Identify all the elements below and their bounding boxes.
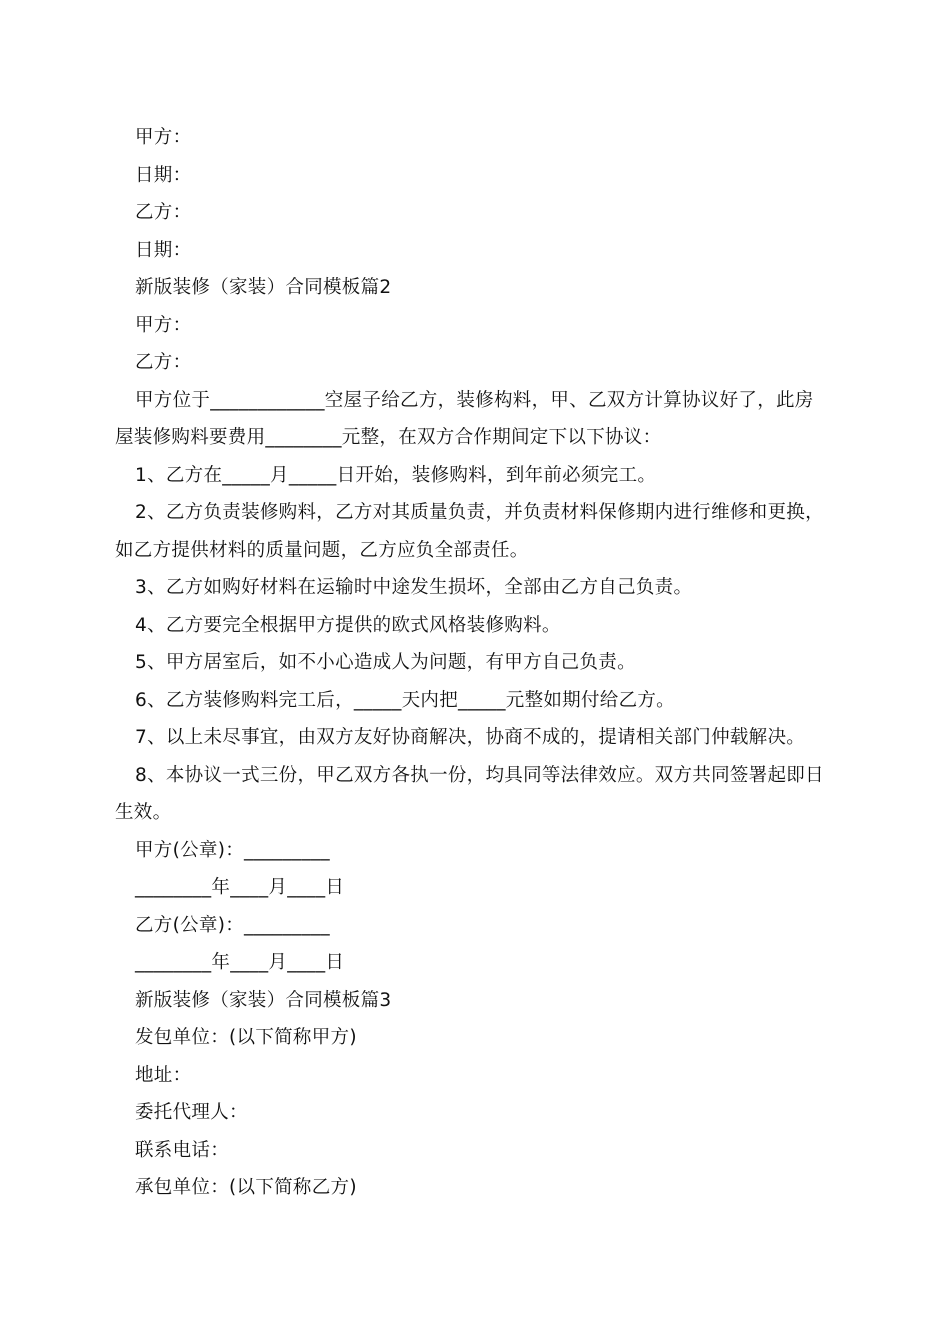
text-line: ________年____月____日 bbox=[135, 877, 345, 898]
text-line: 承包单位：(以下简称乙方) bbox=[135, 1177, 357, 1198]
text-line: 7、以上未尽事宜，由双方友好协商解决，协商不成的，提请相关部门仲载解决。 bbox=[135, 727, 806, 748]
text-line: 乙方： bbox=[135, 352, 192, 373]
text-line: 新版装修（家装）合同模板篇2 bbox=[135, 277, 392, 298]
text-line: 6、乙方装修购料完工后，_____天内把_____元整如期付给乙方。 bbox=[135, 689, 675, 711]
text-line: 联系电话： bbox=[135, 1139, 230, 1161]
text-line: 甲方(公章)：_________ bbox=[135, 839, 330, 861]
text-line: 日期： bbox=[135, 239, 192, 261]
text-line: 日期： bbox=[135, 164, 192, 186]
text-line: 乙方(公章)：_________ bbox=[135, 914, 330, 936]
text-line: 乙方： bbox=[135, 202, 192, 223]
text-line: 4、乙方要完全根据甲方提供的欧式风格装修购料。 bbox=[135, 614, 561, 636]
text-line: 5、甲方居室后，如不小心造成人为问题，有甲方自己负责。 bbox=[135, 652, 636, 673]
text-line: 2、乙方负责装修购料，乙方对其质量负责，并负责材料保修期内进行维修和更换， bbox=[135, 502, 824, 523]
text-line: 1、乙方在_____月_____日开始，装修购料，到年前必须完工。 bbox=[135, 464, 657, 486]
text-line: 如乙方提供材料的质量问题，乙方应负全部责任。 bbox=[115, 539, 529, 561]
text-line: 生效。 bbox=[115, 802, 172, 823]
text-line: 新版装修（家装）合同模板篇3 bbox=[135, 989, 392, 1011]
document-body bbox=[0, 119, 950, 1207]
text-line: 地址： bbox=[135, 1064, 192, 1086]
text-line: 屋装修购料要费用________元整，在双方合作期间定下以下协议： bbox=[115, 427, 662, 448]
text-line: 甲方： bbox=[135, 314, 192, 336]
text-line: 委托代理人： bbox=[135, 1102, 248, 1123]
text-line: 3、乙方如购好材料在运输时中途发生损坏，全部由乙方自己负责。 bbox=[135, 577, 693, 598]
text-line: 甲方位于____________空屋子给乙方，装修构料，甲、乙双方计算协议好了，此房 bbox=[135, 389, 814, 411]
text-line: ________年____月____日 bbox=[135, 952, 345, 973]
text-line: 8、本协议一式三份，甲乙双方各执一份，均具同等法律效应。双方共同签署起即日 bbox=[135, 764, 824, 786]
text-line: 发包单位：(以下简称甲方) bbox=[135, 1027, 357, 1048]
text-line: 甲方： bbox=[135, 127, 192, 148]
